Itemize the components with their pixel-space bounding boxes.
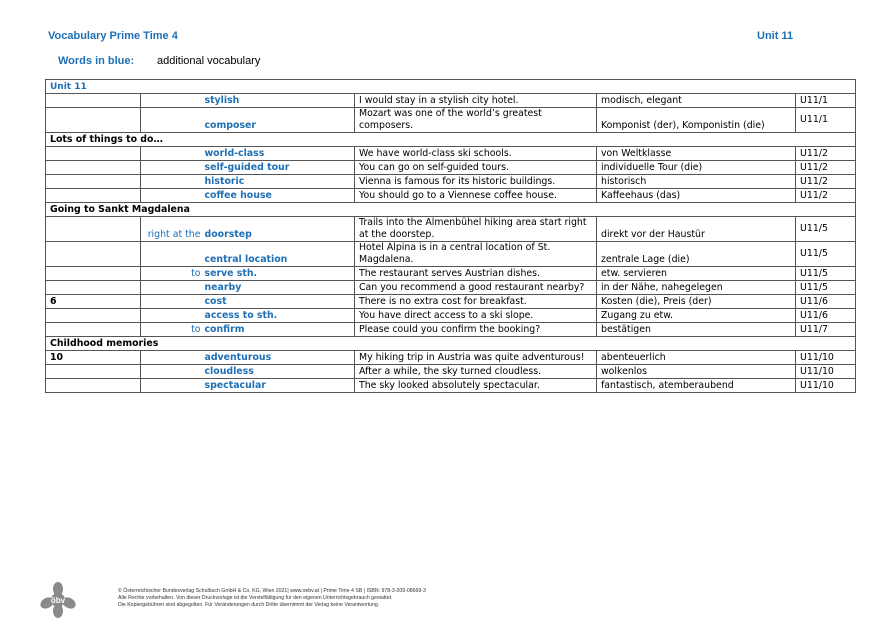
footer-line: © Österreichischer Bundesverlag Schulbuch GmbH & Co. KG, Wien 2021| www.oebv.at | Prime Time 4 SB | ISBN: 978-3-209-08669-3 xyxy=(118,588,426,594)
unit-reference: U11/5 xyxy=(796,242,856,267)
unit-reference: U11/1 xyxy=(796,94,856,108)
german-translation: von Weltklasse xyxy=(597,147,796,161)
section-title: Childhood memories xyxy=(46,337,856,351)
exercise-number xyxy=(46,242,141,267)
unit-header: Unit 11 xyxy=(46,80,856,94)
example-sentence: The sky looked absolutely spectacular. xyxy=(355,379,597,393)
copyright-footer xyxy=(118,588,426,609)
table-row xyxy=(46,281,856,295)
vocabulary-table xyxy=(45,79,856,393)
section-header-row xyxy=(46,203,856,217)
example-sentence: You have direct access to a ski slope. xyxy=(355,309,597,323)
german-translation: modisch, elegant xyxy=(597,94,796,108)
example-sentence: Trails into the Almenbühel hiking area start right at the doorstep. xyxy=(355,217,597,242)
exercise-number xyxy=(46,161,141,175)
word-prefix: to xyxy=(141,267,203,281)
german-translation: individuelle Tour (die) xyxy=(597,161,796,175)
german-translation: Kaffeehaus (das) xyxy=(597,189,796,203)
german-translation: etw. servieren xyxy=(597,267,796,281)
example-sentence: I would stay in a stylish city hotel. xyxy=(355,94,597,108)
vocab-word: cost xyxy=(203,295,355,309)
table-row xyxy=(46,267,856,281)
vocab-word: composer xyxy=(203,108,355,133)
legend-key: Words in blue: xyxy=(58,55,135,67)
exercise-number xyxy=(46,281,141,295)
german-translation: Zugang zu etw. xyxy=(597,309,796,323)
word-prefix xyxy=(141,365,203,379)
example-sentence: Please could you confirm the booking? xyxy=(355,323,597,337)
german-translation: abenteuerlich xyxy=(597,351,796,365)
exercise-number xyxy=(46,147,141,161)
word-prefix xyxy=(141,175,203,189)
example-sentence: You can go on self-guided tours. xyxy=(355,161,597,175)
footer-line: Alle Rechte vorbehalten. Von dieser Druckvorlage ist die Vervielfältigung für den eigenen Unterrichtsgebrauch gestattet. xyxy=(118,595,393,601)
exercise-number xyxy=(46,175,141,189)
unit-reference: U11/10 xyxy=(796,351,856,365)
word-prefix xyxy=(141,189,203,203)
example-sentence: Hotel Alpina is in a central location of St. Magdalena. xyxy=(355,242,597,267)
exercise-number xyxy=(46,189,141,203)
exercise-number xyxy=(46,267,141,281)
unit-reference: U11/2 xyxy=(796,189,856,203)
footer-line: Die Kopiergebühren sind abgegolten. Für Veränderungen durch Dritte übernimmt der Verlag keine Verantwortung. xyxy=(118,602,380,608)
german-translation: zentrale Lage (die) xyxy=(597,242,796,267)
example-sentence: Mozart was one of the world’s greatest composers. xyxy=(355,108,597,133)
vocab-word: self-guided tour xyxy=(203,161,355,175)
exercise-number: 6 xyxy=(46,295,141,309)
example-sentence: After a while, the sky turned cloudless. xyxy=(355,365,597,379)
word-prefix xyxy=(141,379,203,393)
table-row xyxy=(46,147,856,161)
example-sentence: You should go to a Viennese coffee house. xyxy=(355,189,597,203)
unit-reference: U11/1 xyxy=(796,108,856,133)
vocab-word: spectacular xyxy=(203,379,355,393)
table-row xyxy=(46,94,856,108)
table-row xyxy=(46,351,856,365)
vocab-word: central location xyxy=(203,242,355,267)
exercise-number xyxy=(46,94,141,108)
table-row xyxy=(46,379,856,393)
german-translation: Komponist (der), Komponistin (die) xyxy=(597,108,796,133)
table-row xyxy=(46,175,856,189)
document-title: Vocabulary Prime Time 4 xyxy=(48,30,178,42)
table-row xyxy=(46,295,856,309)
word-prefix xyxy=(141,161,203,175)
vocab-word: serve sth. xyxy=(203,267,355,281)
example-sentence: The restaurant serves Austrian dishes. xyxy=(355,267,597,281)
word-prefix xyxy=(141,147,203,161)
german-translation: historisch xyxy=(597,175,796,189)
vocab-word: confirm xyxy=(203,323,355,337)
german-translation: wolkenlos xyxy=(597,365,796,379)
exercise-number xyxy=(46,217,141,242)
unit-reference: U11/10 xyxy=(796,379,856,393)
example-sentence: We have world-class ski schools. xyxy=(355,147,597,161)
table-row xyxy=(46,309,856,323)
section-title: Going to Sankt Magdalena xyxy=(46,203,856,217)
vocab-word: coffee house xyxy=(203,189,355,203)
vocab-word: doorstep xyxy=(203,217,355,242)
vocab-word: nearby xyxy=(203,281,355,295)
table-row xyxy=(46,242,856,267)
legend-value: additional vocabulary xyxy=(157,55,261,67)
legend xyxy=(58,55,261,67)
table-row xyxy=(46,161,856,175)
word-prefix xyxy=(141,309,203,323)
german-translation: direkt vor der Haustür xyxy=(597,217,796,242)
exercise-number xyxy=(46,379,141,393)
vocab-word: adventurous xyxy=(203,351,355,365)
example-sentence: Vienna is famous for its historic buildings. xyxy=(355,175,597,189)
word-prefix xyxy=(141,351,203,365)
vocab-word: stylish xyxy=(203,94,355,108)
word-prefix: right at the xyxy=(141,217,203,242)
vocab-word: historic xyxy=(203,175,355,189)
unit-reference: U11/5 xyxy=(796,281,856,295)
unit-reference: U11/5 xyxy=(796,267,856,281)
table-row xyxy=(46,365,856,379)
vocab-word: world-class xyxy=(203,147,355,161)
unit-reference: U11/5 xyxy=(796,217,856,242)
vocab-word: access to sth. xyxy=(203,309,355,323)
example-sentence: My hiking trip in Austria was quite adventurous! xyxy=(355,351,597,365)
word-prefix xyxy=(141,281,203,295)
exercise-number xyxy=(46,365,141,379)
unit-reference: U11/2 xyxy=(796,161,856,175)
table-row xyxy=(46,323,856,337)
word-prefix xyxy=(141,295,203,309)
word-prefix: to xyxy=(141,323,203,337)
unit-reference: U11/2 xyxy=(796,147,856,161)
exercise-number xyxy=(46,323,141,337)
german-translation: Kosten (die), Preis (der) xyxy=(597,295,796,309)
exercise-number xyxy=(46,108,141,133)
section-title: Lots of things to do… xyxy=(46,133,856,147)
table-row xyxy=(46,217,856,242)
vocab-word: cloudless xyxy=(203,365,355,379)
unit-header-row xyxy=(46,80,856,94)
unit-reference: U11/2 xyxy=(796,175,856,189)
unit-reference: U11/6 xyxy=(796,295,856,309)
table-row xyxy=(46,108,856,133)
example-sentence: Can you recommend a good restaurant nearby? xyxy=(355,281,597,295)
word-prefix xyxy=(141,94,203,108)
word-prefix xyxy=(141,242,203,267)
section-header-row xyxy=(46,133,856,147)
german-translation: fantastisch, atemberaubend xyxy=(597,379,796,393)
exercise-number xyxy=(46,309,141,323)
exercise-number: 10 xyxy=(46,351,141,365)
unit-reference: U11/10 xyxy=(796,365,856,379)
logo-text: öbv xyxy=(50,596,66,605)
unit-reference: U11/6 xyxy=(796,309,856,323)
section-header-row xyxy=(46,337,856,351)
german-translation: bestätigen xyxy=(597,323,796,337)
word-prefix xyxy=(141,108,203,133)
example-sentence: There is no extra cost for breakfast. xyxy=(355,295,597,309)
unit-label: Unit 11 xyxy=(757,30,794,42)
unit-reference: U11/7 xyxy=(796,323,856,337)
german-translation: in der Nähe, nahegelegen xyxy=(597,281,796,295)
oebv-logo xyxy=(40,582,76,618)
table-row xyxy=(46,189,856,203)
